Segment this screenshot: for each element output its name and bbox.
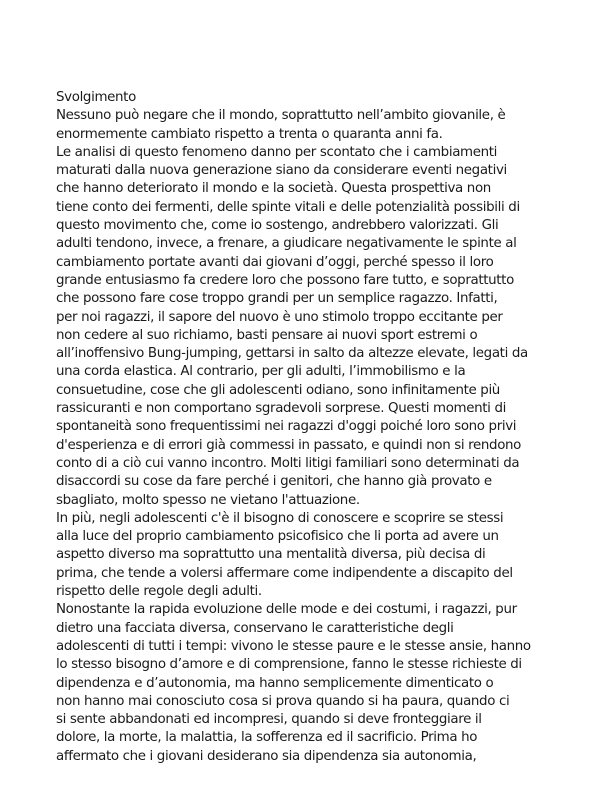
text-line: In più, negli adolescenti c'è il bisogno di conoscere e scoprire se stessi <box>56 510 504 526</box>
text-line: lo stesso bisogno d’amore e di comprensione, fanno le stesse richieste di <box>56 657 522 673</box>
text-line: tiene conto dei fermenti, delle spinte vitali e delle potenzialità possibili di <box>56 199 520 215</box>
text-line: Le analisi di questo fenomeno danno per scontato che i cambiamenti <box>56 144 498 160</box>
text-line: all’inoffensivo Bung-jumping, gettarsi in salto da altezze elevate, legati da <box>56 346 528 362</box>
text-line: dietro una facciata diversa, conservano le caratteristiche degli <box>56 620 454 636</box>
text-line: prima, che tende a volersi affermare come indipendente a discapito del <box>56 565 513 581</box>
section-heading: Svolgimento <box>56 90 136 105</box>
text-line: spontaneità sono frequentissimi nei ragazzi d'oggi poiché loro sono privi <box>56 419 517 435</box>
text-line: adolescenti di tutti i tempi: vivono le stesse paure e le stesse ansie, hanno <box>56 638 531 654</box>
text-line: adulti tendono, invece, a frenare, a giudicare negativamente le spinte al <box>56 236 517 252</box>
text-line: grande entusiasmo fa credere loro che possono fare tutto, e soprattutto <box>56 272 514 288</box>
text-line: non cedere al suo richiamo, basti pensare ai nuovi sport estremi o <box>56 327 478 343</box>
text-line: enormemente cambiato rispetto a trenta o quaranta anni fa. <box>56 126 443 142</box>
text-line: rassicuranti e non comportano sgradevoli sorprese. Questi momenti di <box>56 401 506 417</box>
text-line: aspetto diverso ma soprattutto una mentalità diversa, più decisa di <box>56 547 486 563</box>
text-line: che hanno deteriorato il mondo e la società. Questa prospettiva non <box>56 181 491 197</box>
text-line: dipendenza e d’autonomia, ma hanno semplicemente dimenticato o <box>56 675 494 691</box>
text-line: non hanno mai conosciuto cosa si prova quando si ha paura, quando ci <box>56 693 510 709</box>
text-line: alla luce del proprio cambiamento psicofisico che li porta ad avere un <box>56 529 499 545</box>
text-line: una corda elastica. Al contrario, per gli adulti, l’immobilismo e la <box>56 364 466 380</box>
text-line: si sente abbandonati ed incompresi, quando si deve fronteggiare il <box>56 712 482 728</box>
text-line: dolore, la morte, la malattia, la sofferenza ed il sacrificio. Prima ho <box>56 730 478 746</box>
text-line: per noi ragazzi, il sapore del nuovo è uno stimolo troppo eccitante per <box>56 309 503 325</box>
text-line: Nonostante la rapida evoluzione delle mode e dei costumi, i ragazzi, pur <box>56 602 517 618</box>
text-line: consuetudine, cose che gli adolescenti odiano, sono infinitamente più <box>56 382 500 398</box>
text-line: sbagliato, molto spesso ne vietano l'attuazione. <box>56 492 360 508</box>
essay-text <box>56 89 556 766</box>
text-line: affermato che i giovani desiderano sia dipendenza sia autonomia, <box>56 748 477 764</box>
text-line: cambiamento portate avanti dai giovani d’oggi, perché spesso il loro <box>56 254 494 270</box>
text-line: conto di a ciò cui vanno incontro. Molti litigi familiari sono determinati da <box>56 455 520 471</box>
text-line: maturati dalla nuova generazione siano da considerare eventi negativi <box>56 163 507 179</box>
text-line: d'esperienza e di errori già commessi in passato, e quindi non si rendono <box>56 437 522 453</box>
text-line: questo movimento che, come io sostengo, andrebbero valorizzati. Gli <box>56 218 499 234</box>
text-line: Nessuno può negare che il mondo, soprattutto nell’ambito giovanile, è <box>56 108 506 124</box>
text-line: disaccordi su cose da fare perché i genitori, che hanno già provato e <box>56 474 492 490</box>
text-line: rispetto delle regole degli adulti. <box>56 584 262 600</box>
text-line: che possono fare cose troppo grandi per un semplice ragazzo. Infatti, <box>56 291 498 307</box>
